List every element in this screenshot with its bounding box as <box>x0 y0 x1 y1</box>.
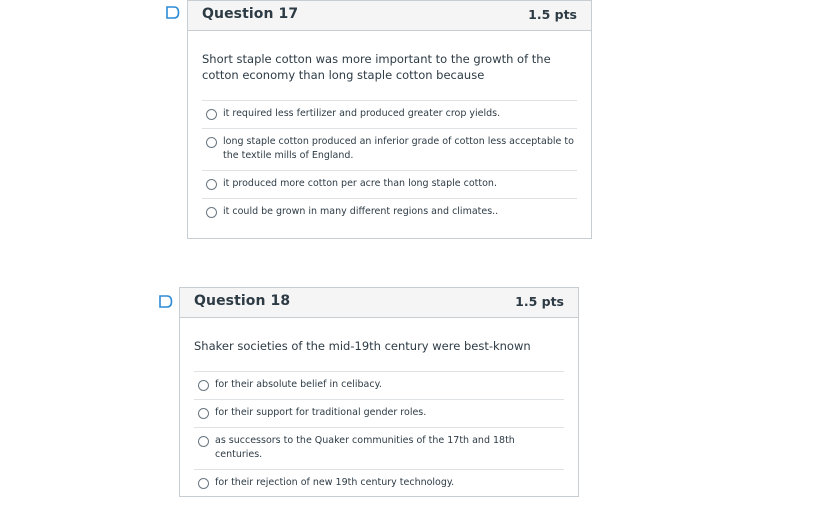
answer-option[interactable] <box>202 100 577 128</box>
flag-question-icon[interactable] <box>166 6 180 19</box>
answer-label: for their absolute belief in celibacy. <box>215 379 382 390</box>
answer-option[interactable] <box>202 198 577 226</box>
question-card <box>179 287 579 497</box>
answer-option[interactable] <box>194 399 564 427</box>
answer-option[interactable] <box>194 469 564 497</box>
radio-button[interactable] <box>206 179 217 190</box>
flag-question-icon[interactable] <box>159 295 173 308</box>
question-title: Question 17 <box>202 6 299 22</box>
answer-label: as successors to the Quaker communities of the 17th and 18th centuries. <box>215 435 515 460</box>
question-card <box>187 0 592 239</box>
radio-button[interactable] <box>206 137 217 148</box>
question-body <box>188 31 591 226</box>
answer-option[interactable] <box>194 371 564 399</box>
answer-label: for their rejection of new 19th century technology. <box>215 477 455 488</box>
question-text: Shaker societies of the mid-19th century were best-known <box>194 339 531 353</box>
radio-button[interactable] <box>198 408 209 419</box>
answer-list <box>202 100 577 226</box>
question-text: Short staple cotton was more important to the growth of the cotton economy than long staple cotton because <box>202 52 551 82</box>
radio-button[interactable] <box>198 436 209 447</box>
answer-option[interactable] <box>202 170 577 198</box>
answer-label: it required less fertilizer and produced greater crop yields. <box>223 108 501 119</box>
answer-label: it could be grown in many different regions and climates.. <box>223 206 499 217</box>
question-points: 1.5 pts <box>528 7 577 22</box>
answer-list <box>194 371 564 497</box>
answer-option[interactable] <box>202 128 577 170</box>
answer-label: for their support for traditional gender roles. <box>215 407 427 418</box>
question-title: Question 18 <box>194 293 291 309</box>
radio-button[interactable] <box>206 109 217 120</box>
question-body <box>180 318 578 497</box>
answer-label: long staple cotton produced an inferior grade of cotton less acceptable to the textile mills of England. <box>223 136 574 161</box>
question-points: 1.5 pts <box>515 294 564 309</box>
question-header <box>188 1 591 31</box>
radio-button[interactable] <box>198 380 209 391</box>
answer-option[interactable] <box>194 427 564 469</box>
radio-button[interactable] <box>206 207 217 218</box>
radio-button[interactable] <box>198 478 209 489</box>
answer-label: it produced more cotton per acre than long staple cotton. <box>223 178 497 189</box>
question-header <box>180 288 578 318</box>
